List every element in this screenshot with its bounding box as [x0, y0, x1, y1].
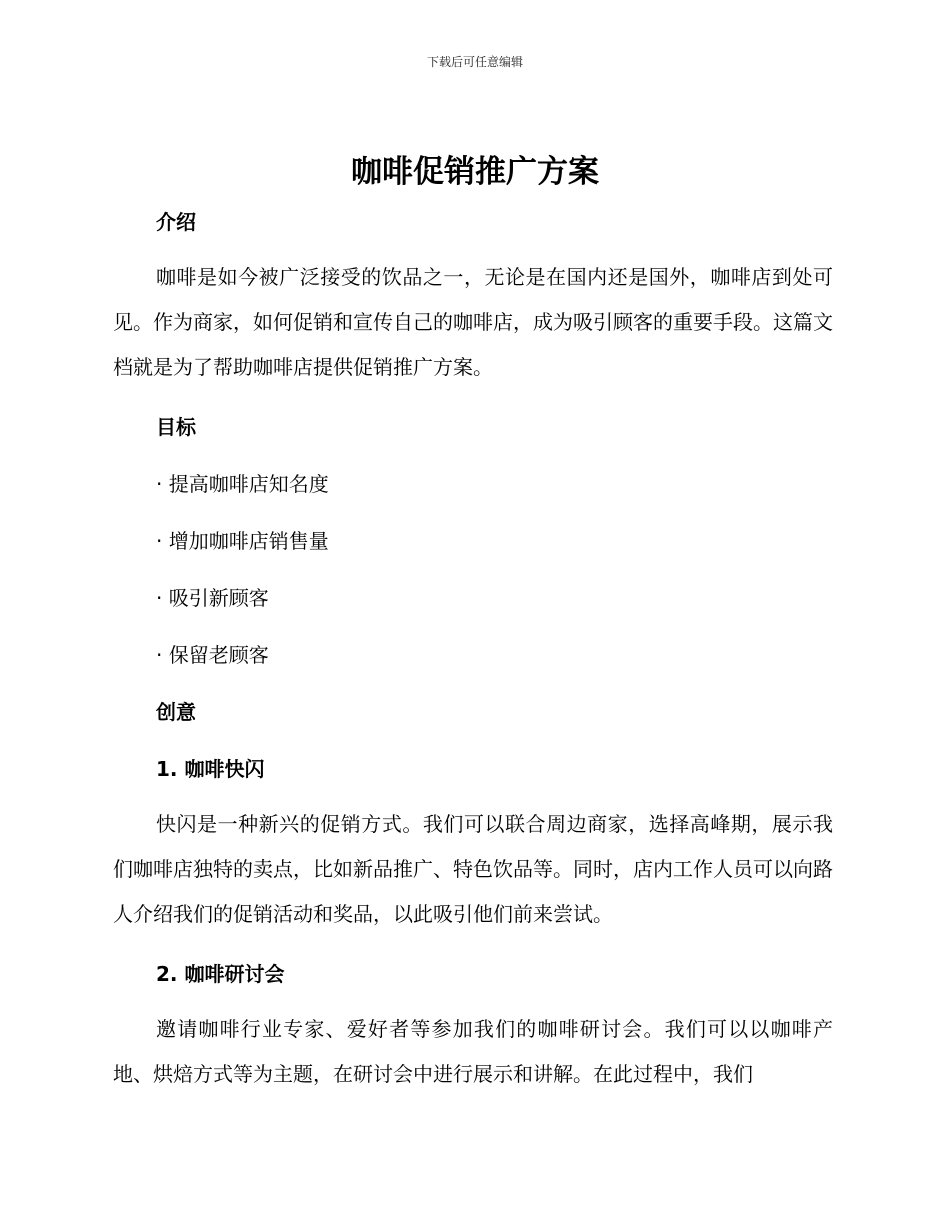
section-heading-ideas: 创意: [156, 700, 196, 724]
document-title: 咖啡促销推广方案: [351, 154, 599, 190]
section-heading-goals: 目标: [156, 415, 196, 439]
document-body: [113, 202, 833, 1097]
intro-paragraph: 咖啡是如今被广泛接受的饮品之一，无论是在国内还是国外，咖啡店到处可见。作为商家，如何促销和宣传自己的咖啡店，成为吸引顾客的重要手段。这篇文档就是为了帮助咖啡店提供促销推广方案。: [113, 265, 833, 379]
idea-heading-seminar: 2. 咖啡研讨会: [156, 962, 285, 986]
goal-item: · 提高咖啡店知名度: [156, 472, 329, 496]
idea-heading-flash-mob: 1. 咖啡快闪: [156, 757, 265, 781]
idea-paragraph-seminar: 邀请咖啡行业专家、爱好者等参加我们的咖啡研讨会。我们可以以咖啡产地、烘焙方式等为主题，在研讨会中进行展示和讲解。在此过程中，我们: [113, 1017, 833, 1086]
goal-item: · 增加咖啡店销售量: [156, 529, 329, 553]
section-heading-intro: 介绍: [156, 210, 196, 234]
goal-item: · 保留老顾客: [156, 643, 269, 667]
page-header-note: 下载后可任意编辑: [426, 55, 523, 69]
goal-item: · 吸引新顾客: [156, 586, 269, 610]
idea-paragraph-flash-mob: 快闪是一种新兴的促销方式。我们可以联合周边商家，选择高峰期，展示我们咖啡店独特的卖点，比如新品推广、特色饮品等。同时，店内工作人员可以向路人介绍我们的促销活动和奖品，以此吸引他们前来尝试。: [113, 812, 833, 926]
